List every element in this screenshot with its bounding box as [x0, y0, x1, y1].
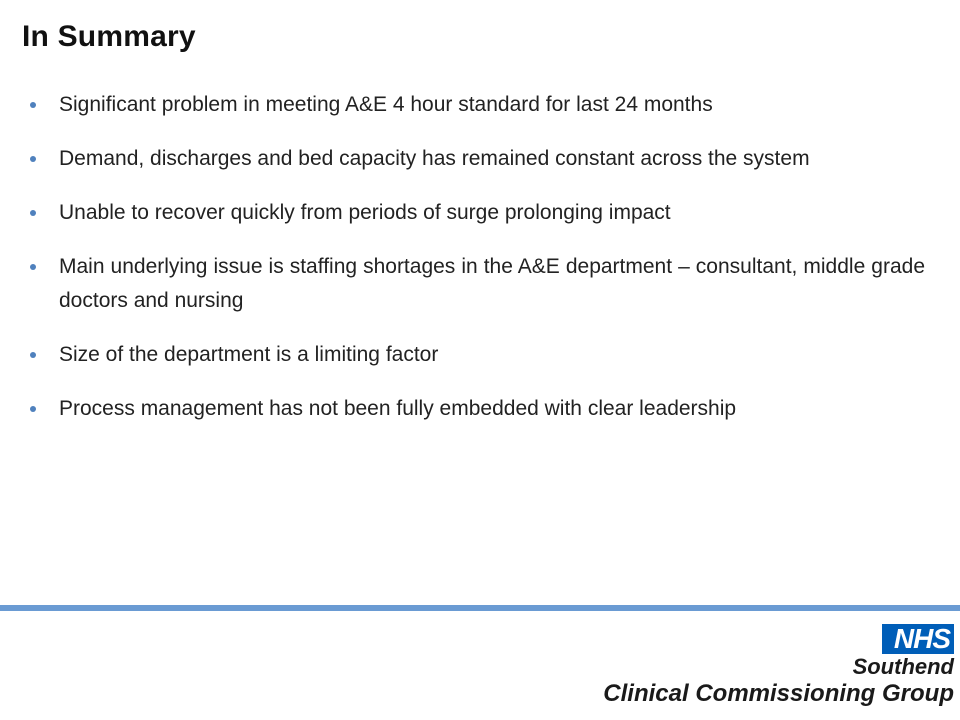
- bullet-item: [30, 338, 925, 372]
- bullet-dot-icon: [30, 406, 36, 412]
- bullet-item: [30, 392, 925, 426]
- nhs-badge-text: NHS: [893, 623, 950, 654]
- bullet-text: Significant problem in meeting A&E 4 hour standard for last 24 months: [59, 93, 713, 116]
- bullet-text: Demand, discharges and bed capacity has remained constant across the system: [59, 147, 810, 170]
- bullet-item: [30, 250, 925, 318]
- nhs-ccg-logo: [603, 623, 954, 714]
- bullet-text: Unable to recover quickly from periods of surge prolonging impact: [59, 201, 671, 224]
- bullet-dot-icon: [30, 352, 36, 358]
- org-name-line-1: Southend: [852, 654, 954, 679]
- bullet-dot-icon: [30, 264, 36, 270]
- bullet-text: Size of the department is a limiting factor: [59, 343, 439, 366]
- bullet-dot-icon: [30, 210, 36, 216]
- footer-divider: [0, 605, 960, 611]
- bullet-list: [30, 88, 925, 446]
- bullet-dot-icon: [30, 102, 36, 108]
- bullet-item: [30, 142, 925, 176]
- slide-title: In Summary: [22, 20, 196, 53]
- bullet-item: [30, 88, 925, 122]
- org-name-line-2: Clinical Commissioning Group: [603, 680, 954, 707]
- nhs-badge-icon: [882, 624, 954, 654]
- bullet-dot-icon: [30, 156, 36, 162]
- bullet-text: Main underlying issue is staffing shortages in the A&E department – consultant, middle grade doctors and nursing: [59, 255, 925, 312]
- bullet-text: Process management has not been fully embedded with clear leadership: [59, 397, 737, 420]
- bullet-item: [30, 196, 925, 230]
